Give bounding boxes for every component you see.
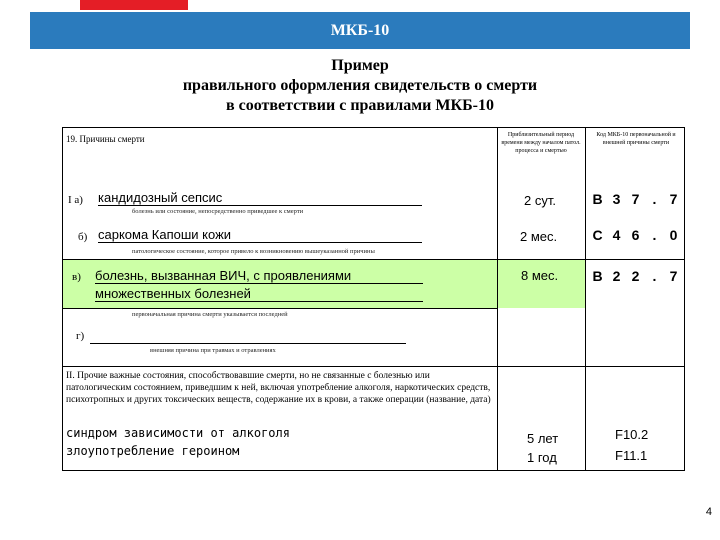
row-v-cause-line-2 [95, 286, 423, 302]
row-v-letter: в) [72, 271, 81, 283]
divider-col-1 [497, 127, 498, 471]
row-v-cause-text-1: болезнь, вызванная ВИЧ, с проявлениями [95, 268, 352, 283]
code-char: 0 [669, 227, 678, 243]
row-v-code [588, 268, 683, 284]
section-label: 19. Причины смерти [66, 134, 145, 144]
page-title [0, 56, 720, 116]
title-line-3: в соответствии с правилами МКБ-10 [225, 97, 494, 114]
page-number: 4 [705, 506, 712, 518]
divider-row-v-top [62, 259, 685, 260]
row-g-caption: внешняя причина при травмах и отравлениях [150, 347, 276, 354]
code-char: 7 [669, 191, 678, 207]
row-g-blank-line [90, 329, 406, 344]
row-b-letter: б) [78, 231, 88, 243]
code-char: 2 [631, 268, 640, 284]
row-a-cause [98, 190, 422, 206]
row-b-caption: патологическое состояние, которое привело к возникновению вышеуказанной причины [132, 248, 375, 255]
code-char: 6 [631, 227, 640, 243]
code-char: 4 [612, 227, 621, 243]
period-column-header: Приблизительный период времени между началом патол. процесса и смертью [501, 132, 581, 154]
row-a-caption: болезнь или состояние, непосредственно приведшее к смерти [132, 208, 304, 215]
part2-code-2: F11.1 [615, 448, 648, 463]
title-line-2: правильного оформления свидетельств о смерти [182, 77, 538, 94]
code-char: 7 [631, 191, 640, 207]
row-v-caption: первоначальная причина смерти указывается последней [132, 311, 288, 318]
divider-part2 [62, 366, 685, 367]
title-line-1: Пример [331, 57, 389, 74]
divider-row-v-bottom [62, 308, 497, 309]
code-char: . [652, 268, 657, 284]
code-char: B [592, 191, 603, 207]
divider-col-2 [585, 127, 586, 471]
code-char: . [652, 191, 657, 207]
row-b-period: 2 мес. [520, 229, 558, 244]
row-g-letter: г) [76, 330, 85, 342]
part2-description: II. Прочие важные состояния, способствовавшие смерти, но не связанные с болезнью или патологическим состоянием, приведшим к ней, включая употребление алкоголя, наркотических средств, психотропных и других токсических веществ, содержание их в крови, а также операции (название, дата) [66, 371, 491, 405]
row-a-code [588, 191, 683, 207]
accent-tab [80, 0, 188, 10]
row-b-cause [98, 227, 422, 243]
code-char: 7 [669, 268, 678, 284]
part2-period-1: 5 лет [527, 431, 559, 446]
row-v-cause-line-1 [95, 268, 423, 284]
code-char: B [592, 268, 603, 284]
code-char: 3 [612, 191, 621, 207]
part2-condition-2: злоупотребление героином [66, 444, 240, 458]
row-b-code [588, 227, 683, 243]
row-v-cause-text-2: множественных болезней [95, 286, 251, 301]
code-char: . [652, 227, 657, 243]
code-char: C [592, 227, 603, 243]
part2-condition-1: синдром зависимости от алкоголя [66, 426, 290, 440]
code-char: 2 [612, 268, 621, 284]
code-column-header: Код МКБ-10 первоначальной и внешней причины смерти [596, 132, 676, 146]
row-a-period: 2 сут. [524, 193, 556, 208]
row-v-period: 8 мес. [521, 268, 559, 283]
header-banner [30, 12, 690, 49]
banner-text: МКБ-10 [330, 21, 390, 39]
row-b-cause-text: саркома Капоши кожи [98, 227, 232, 242]
row-a-letter: I а) [68, 194, 83, 206]
part2-code-1: F10.2 [615, 427, 649, 442]
part2-period-2: 1 год [527, 450, 557, 465]
row-a-cause-text: кандидозный сепсис [98, 190, 223, 205]
